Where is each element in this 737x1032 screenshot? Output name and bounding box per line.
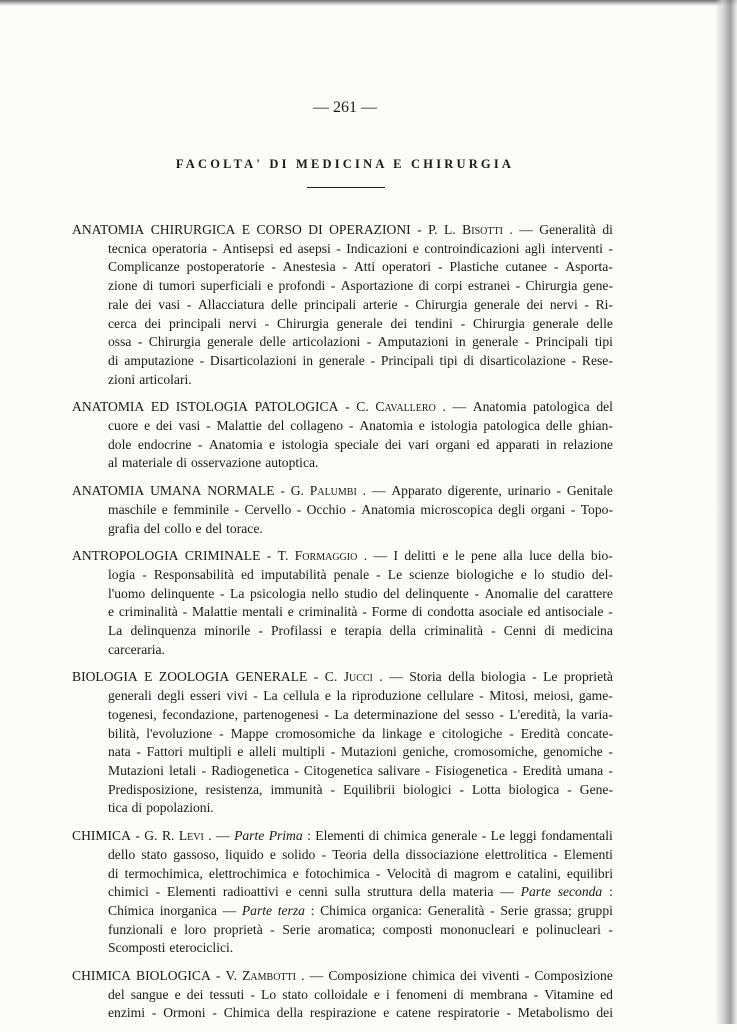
course-description-line: tica di popolazioni. [108,800,214,816]
course-description-line: Predisposizione, resistenza, immunità - Equilibrii biologici - Lotta biologica - Gene- [108,781,613,797]
course-description-line: ossa - Chirurgia generale delle articolazioni - Amputazioni in generale - Principali tipi [108,334,613,350]
course-description-line: generali degli esseri vivi - La cellula e la riproduzione cellulare - Mitosi, meiosi, game- [108,688,613,704]
course-description-line: Mutazioni letali - Radiogenetica - Citogenetica salivare - Fisiogenetica - Eredità umana - [108,762,613,778]
title-rule [307,187,385,188]
course-description-line: al materiale di osservazione autoptica. [108,455,319,471]
course-description-line: chimici - Elementi radioattivi e cenni sulla struttura della materia — Parte seconda : [108,884,613,900]
page-title: FACOLTA' DI MEDICINA E CHIRURGIA [175,157,515,171]
course-description-line: rale dei vasi - Allacciatura delle principali arterie - Chirurgia generale dei nervi - Ri- [108,296,613,312]
page-number: — 261 — [313,99,377,116]
course-entry [72,668,613,818]
course-heading-line: ANATOMIA CHIRURGICA E CORSO DI OPERAZIONI - P. L. Bisotti . — Generalità di [72,222,613,237]
course-entry [72,398,613,473]
course-heading-line: CHIMICA - G. R. Levi . — Parte Prima : Elementi di chimica generale - Le leggi fondamentali [72,828,613,844]
course-entry [72,482,613,538]
course-description-line: enzimi - Ormoni - Chimica della respirazione e catene respiratorie - Metabolismo dei [108,1005,613,1021]
course-description-line: dello stato gassoso, liquido e solido - Teoria della dissociazione elettrolitica - Elementi [108,846,613,862]
course-description-line: Chimica inorganica — Parte terza : Chimica organica: Generalità - Serie grassa; gruppi [108,902,613,918]
course-heading-line: CHIMICA BIOLOGICA - V. Zambotti . — Composizione chimica dei viventi - Composizione [72,968,613,984]
course-description-line: zioni articolari. [108,371,192,387]
course-description-line: del sangue e dei tessuti - Lo stato colloidale e i fenomeni di membrana - Vitamine ed [108,986,613,1002]
course-description-line: carceraria. [108,641,165,657]
course-description-line: tecnica operatoria - Antisepsi ed asepsi - Indicazioni e controindicazioni agli interventi - [108,240,613,256]
course-entry [72,967,613,1023]
course-description-line: cuore e dei vasi - Malattie del collageno - Anatomia e istologia patologica delle ghian- [108,418,613,434]
course-description-line: togenesi, fecondazione, partenogenesi - La determinazione del sesso - L'eredità, la varia- [108,706,613,722]
course-description-line: logia - Responsabilità ed imputabilità penale - Le scienze biologiche e lo studio del- [108,566,613,582]
course-heading-line: ANATOMIA UMANA NORMALE - G. Palumbi . — Apparato digerente, urinario - Genitale [72,483,613,499]
scan-right-edge [715,0,737,1024]
course-entry [72,827,613,958]
course-entry [72,221,613,389]
course-heading-line: BIOLOGIA E ZOOLOGIA GENERALE - C. Jucci . — Storia della biologia - Le proprietà [72,669,613,685]
course-description-line: maschile e femminile - Cervello - Occhio - Anatomia microscopica degli organi - Topo- [108,501,613,517]
course-description-line: di termochimica, elettrochimica e fotochimica - Velocità di magrom e catalini, equilibri [108,865,613,881]
course-description-line: nata - Fattori multipli e alleli multipli - Mutazioni geniche, cromosomiche, genomiche - [108,744,613,760]
course-description-line: bilità, l'evoluzione - Mappe cromosomiche da linkage e citologiche - Eredità concate- [108,725,613,741]
course-description-line: grafia del collo e del torace. [108,520,263,536]
course-description-line: La delinquenza minorile - Profilassi e terapia della criminalità - Cenni di medicina [108,623,613,639]
course-heading-line: ANATOMIA ED ISTOLOGIA PATOLOGICA - C. Cavallero . — Anatomia patologica del [72,399,613,415]
course-description-line: dole endocrine - Anatomia e istologia speciale dei vari organi ed apparati in relazione [108,436,613,452]
course-list [72,221,613,1032]
course-description-line: Scomposti eterociclici. [108,940,234,956]
scan-top-edge [0,0,737,6]
course-description-line: Complicanze postoperatorie - Anestesia - Atti operatori - Plastiche cutanee - Asporta- [108,259,613,275]
course-description-line: di amputazione - Disarticolazioni in generale - Principali tipi di disarticolazione - Rese- [108,352,613,368]
course-description-line: funzionali e loro proprietà - Serie aromatica; composti mononucleari e polinucleari - [108,921,613,937]
course-description-line: cerca dei principali nervi - Chirurgia generale dei tendini - Chirurgia generale delle [108,315,613,331]
course-entry [72,547,613,659]
course-heading-line: ANTROPOLOGIA CRIMINALE - T. Formaggio . — I delitti e le pene alla luce della bio- [72,548,613,564]
course-description-line: l'uomo delinquente - La psicologia nello studio del delinquente - Anomalie del carattere [108,585,613,601]
course-description-line: zione di tumori superficiali e profondi - Asportazione di corpi estranei - Chirurgia gene- [108,278,613,294]
course-description-line: e criminalità - Malattie mentali e criminalità - Forme di condotta asociale ed antisociale - [108,604,613,620]
